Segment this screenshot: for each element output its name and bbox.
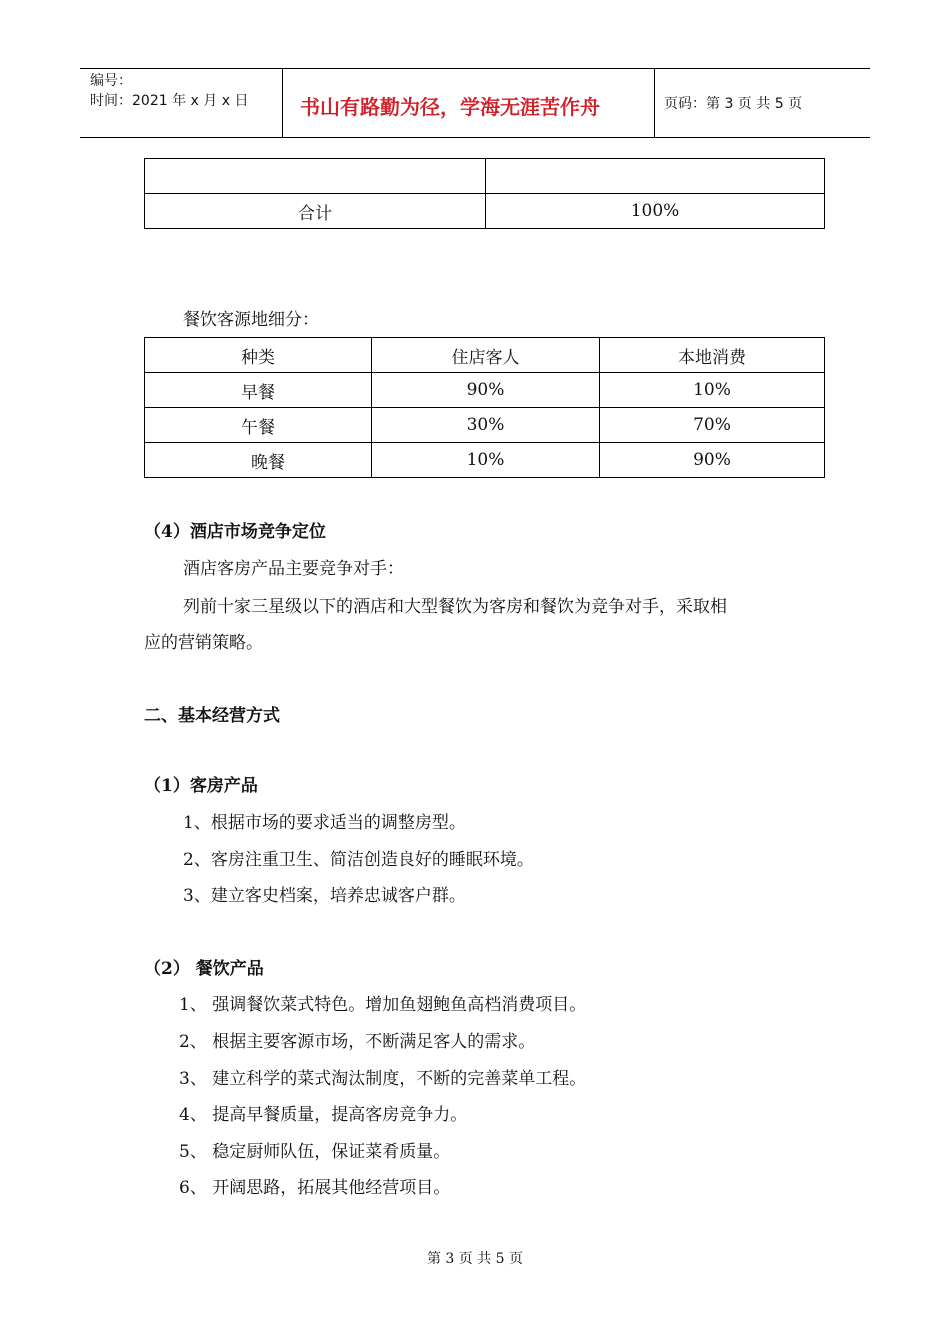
header-page-number: 页码：第 3 页 共 5 页 xyxy=(664,96,803,112)
list-item: 5、 稳定厨师队伍，保证菜肴质量。 xyxy=(179,1142,451,1162)
doc-number-label: 编号： xyxy=(90,73,132,89)
source-total-table xyxy=(144,158,825,229)
catering-source-table xyxy=(144,337,825,478)
table-cell: 30% xyxy=(372,408,600,443)
section-heading: （2） 餐饮产品 xyxy=(144,959,264,979)
page-footer: 第 3 页 共 5 页 xyxy=(426,1251,524,1267)
paragraph: 酒店客房产品主要竞争对手： xyxy=(183,559,404,579)
paragraph: 应的营销策略。 xyxy=(144,633,263,653)
total-value-cell: 100% xyxy=(486,194,825,229)
header-motto: 书山有路勤为径，学海无涯苦作舟 xyxy=(300,95,600,119)
table-cell xyxy=(145,159,486,194)
total-label-cell: 合计 xyxy=(145,194,486,229)
list-item: 6、 开阔思路，拓展其他经营项目。 xyxy=(179,1178,451,1198)
column-header: 本地消费 xyxy=(600,338,825,373)
table-cell: 早餐 xyxy=(145,373,372,408)
chapter-heading: 二、基本经营方式 xyxy=(144,706,280,726)
table-row xyxy=(145,373,825,408)
section-heading: （1）客房产品 xyxy=(144,776,258,796)
table-header-row xyxy=(145,338,825,373)
table-row xyxy=(145,194,825,229)
list-item: 2、客房注重卫生、简洁创造良好的睡眠环境。 xyxy=(183,850,534,870)
table-cell: 午餐 xyxy=(145,408,372,443)
doc-date-label: 时间：2021 年 x 月 x 日 xyxy=(90,93,249,109)
header-motto-cell xyxy=(283,69,655,137)
paragraph: 列前十家三星级以下的酒店和大型餐饮为客房和餐饮为竞争对手，采取相 xyxy=(183,597,727,617)
page-header xyxy=(80,68,870,138)
table-cell: 晚餐 xyxy=(145,443,372,478)
column-header: 种类 xyxy=(145,338,372,373)
list-item: 4、 提高早餐质量，提高客房竞争力。 xyxy=(179,1105,468,1125)
section-heading: （4）酒店市场竞争定位 xyxy=(144,522,326,542)
table-row xyxy=(145,408,825,443)
column-header: 住店客人 xyxy=(372,338,600,373)
table-cell xyxy=(486,159,825,194)
list-item: 2、 根据主要客源市场，不断满足客人的需求。 xyxy=(179,1032,536,1052)
list-item: 3、 建立科学的菜式淘汰制度，不断的完善菜单工程。 xyxy=(179,1069,587,1089)
table-cell: 10% xyxy=(372,443,600,478)
table-cell: 90% xyxy=(600,443,825,478)
table-row xyxy=(145,159,825,194)
table-row xyxy=(145,443,825,478)
table-cell: 10% xyxy=(600,373,825,408)
catering-source-title: 餐饮客源地细分： xyxy=(183,310,319,330)
list-item: 3、建立客史档案，培养忠诚客户群。 xyxy=(183,886,466,906)
table-cell: 90% xyxy=(372,373,600,408)
list-item: 1、 强调餐饮菜式特色。增加鱼翅鲍鱼高档消费项目。 xyxy=(179,995,587,1015)
header-meta xyxy=(80,69,283,137)
list-item: 1、根据市场的要求适当的调整房型。 xyxy=(183,813,466,833)
table-cell: 70% xyxy=(600,408,825,443)
